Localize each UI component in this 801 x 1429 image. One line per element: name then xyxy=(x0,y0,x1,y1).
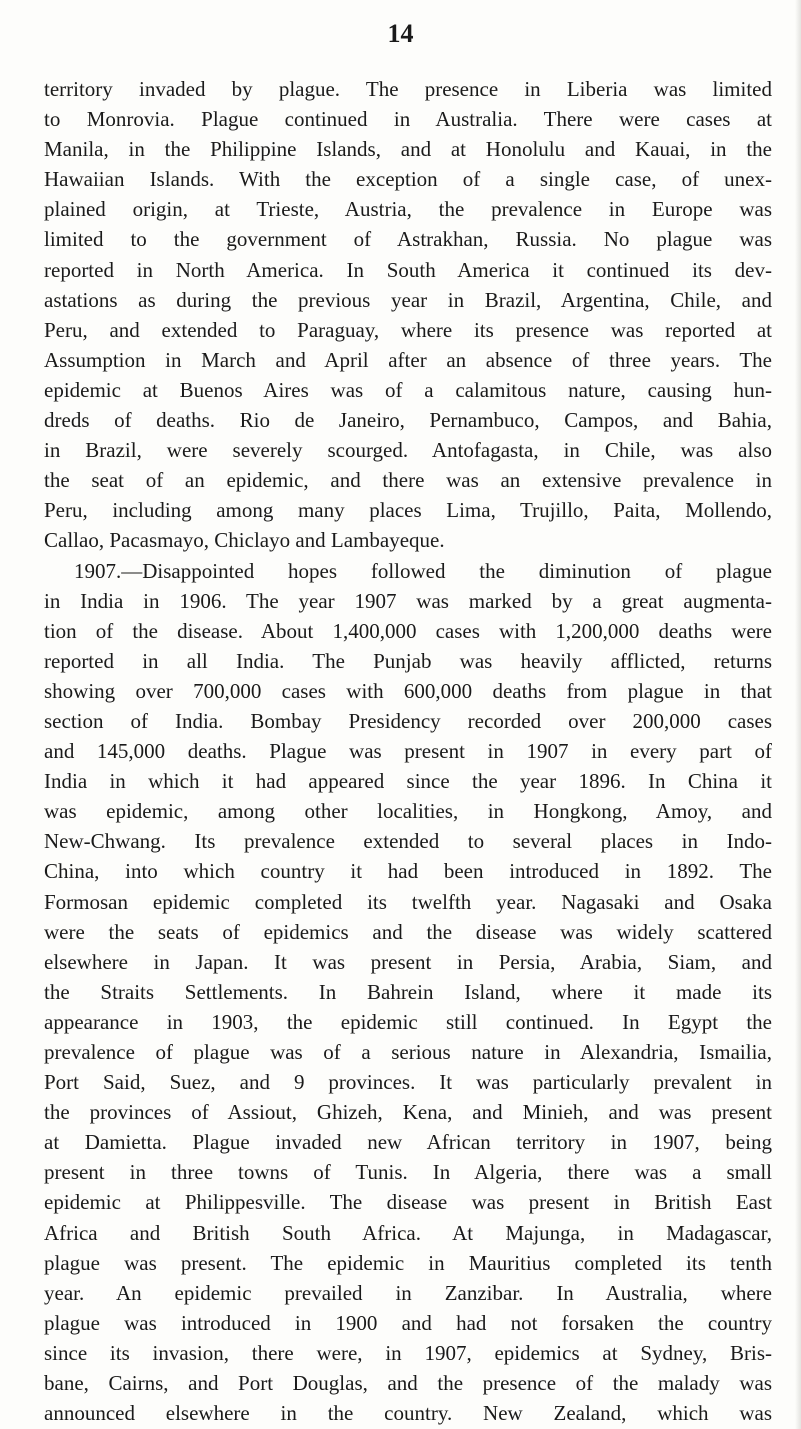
text-line: in Brazil, were severely scourged. Antofagasta, in Chile, was also xyxy=(44,438,772,463)
text-line: Manila, in the Philippine Islands, and at Honolulu and Kauai, in the xyxy=(44,137,772,162)
text-line: at Damietta. Plague invaded new African territory in 1907, being xyxy=(44,1130,772,1155)
text-line: appearance in 1903, the epidemic still continued. In Egypt the xyxy=(44,1009,772,1034)
text-line: plained origin, at Trieste, Austria, the prevalence in Europe was xyxy=(44,197,772,222)
text-line: prevalence of plague was of a serious nature in Alexandria, Ismailia, xyxy=(44,1040,772,1064)
text-line: Peru, and extended to Paraguay, where its presence was reported at xyxy=(44,317,772,342)
text-line: tion of the disease. About 1,400,000 cases with 1,200,000 deaths were xyxy=(44,618,772,643)
body-text xyxy=(44,74,772,1428)
text-line: plague was present. The epidemic in Mauritius completed its tenth xyxy=(44,1250,772,1275)
text-line: were the seats of epidemics and the disease was widely scattered xyxy=(44,919,772,944)
text-line: epidemic at Buenos Aires was of a calamitous nature, causing hun- xyxy=(44,377,772,402)
text-line: Africa and British South Africa. At Majunga, in Madagascar, xyxy=(44,1220,772,1245)
text-line: showing over 700,000 cases with 600,000 deaths from plague in that xyxy=(44,678,772,703)
text-line: reported in all India. The Punjab was heavily afflicted, returns xyxy=(44,648,772,673)
paragraph-1 xyxy=(44,74,772,556)
text-line: Hawaiian Islands. With the exception of a single case, of unex- xyxy=(44,167,772,192)
text-line: India in which it had appeared since the year 1896. In China it xyxy=(44,769,772,794)
text-line: to Monrovia. Plague continued in Australia. There were cases at xyxy=(44,107,772,132)
text-line: the Straits Settlements. In Bahrein Island, where it made its xyxy=(44,979,772,1004)
text-line: astations as during the previous year in Brazil, Argentina, Chile, and xyxy=(44,287,772,312)
text-line: and 145,000 deaths. Plague was present in 1907 in every part of xyxy=(44,739,772,764)
text-line: dreds of deaths. Rio de Janeiro, Pernambuco, Campos, and Bahia, xyxy=(44,408,772,433)
text-line: New-Chwang. Its prevalence extended to several places in Indo- xyxy=(44,829,772,854)
text-line: bane, Cairns, and Port Douglas, and the presence of the malady was xyxy=(44,1371,772,1396)
text-line: limited to the government of Astrakhan, Russia. No plague was xyxy=(44,227,772,252)
text-line: in India in 1906. The year 1907 was marked by a great augmenta- xyxy=(44,588,772,613)
text-line: territory invaded by plague. The presence in Liberia was limited xyxy=(44,77,772,101)
text-line: Peru, including among many places Lima, Trujillo, Paita, Mollendo, xyxy=(44,498,772,523)
text-line: announced elsewhere in the country. New Zealand, which was xyxy=(44,1401,772,1426)
text-line: year. An epidemic prevailed in Zanzibar. In Australia, where xyxy=(44,1280,772,1305)
text-line: plague was introduced in 1900 and had not forsaken the country xyxy=(44,1310,772,1335)
text-line: present in three towns of Tunis. In Algeria, there was a small xyxy=(44,1160,772,1185)
text-line: 1907.—Disappointed hopes followed the diminution of plague xyxy=(74,558,772,583)
page-edge-shadow xyxy=(795,0,801,1429)
text-line: section of India. Bombay Presidency recorded over 200,000 cases xyxy=(44,708,772,733)
text-line: the seat of an epidemic, and there was an extensive prevalence in xyxy=(44,468,772,493)
text-line: China, into which country it had been introduced in 1892. The xyxy=(44,859,772,884)
text-line: since its invasion, there were, in 1907, epidemics at Sydney, Bris- xyxy=(44,1340,772,1365)
text-line: was epidemic, among other localities, in Hongkong, Amoy, and xyxy=(44,799,772,824)
paragraph-1907 xyxy=(44,556,772,1429)
text-line: epidemic at Philippesville. The disease was present in British East xyxy=(44,1190,772,1215)
page-number: 14 xyxy=(387,19,414,48)
text-line: Port Said, Suez, and 9 provinces. It was particularly prevalent in xyxy=(44,1070,772,1095)
text-line: reported in North America. In South America it continued its dev- xyxy=(44,257,772,282)
text-line: the provinces of Assiout, Ghizeh, Kena, and Minieh, and was present xyxy=(44,1100,772,1125)
text-line: elsewhere in Japan. It was present in Persia, Arabia, Siam, and xyxy=(44,949,772,974)
text-line: Callao, Pacasmayo, Chiclayo and Lambayeque. xyxy=(44,528,445,553)
text-line: Formosan epidemic completed its twelfth year. Nagasaki and Osaka xyxy=(44,889,772,914)
text-line: Assumption in March and April after an absence of three years. The xyxy=(44,347,772,372)
